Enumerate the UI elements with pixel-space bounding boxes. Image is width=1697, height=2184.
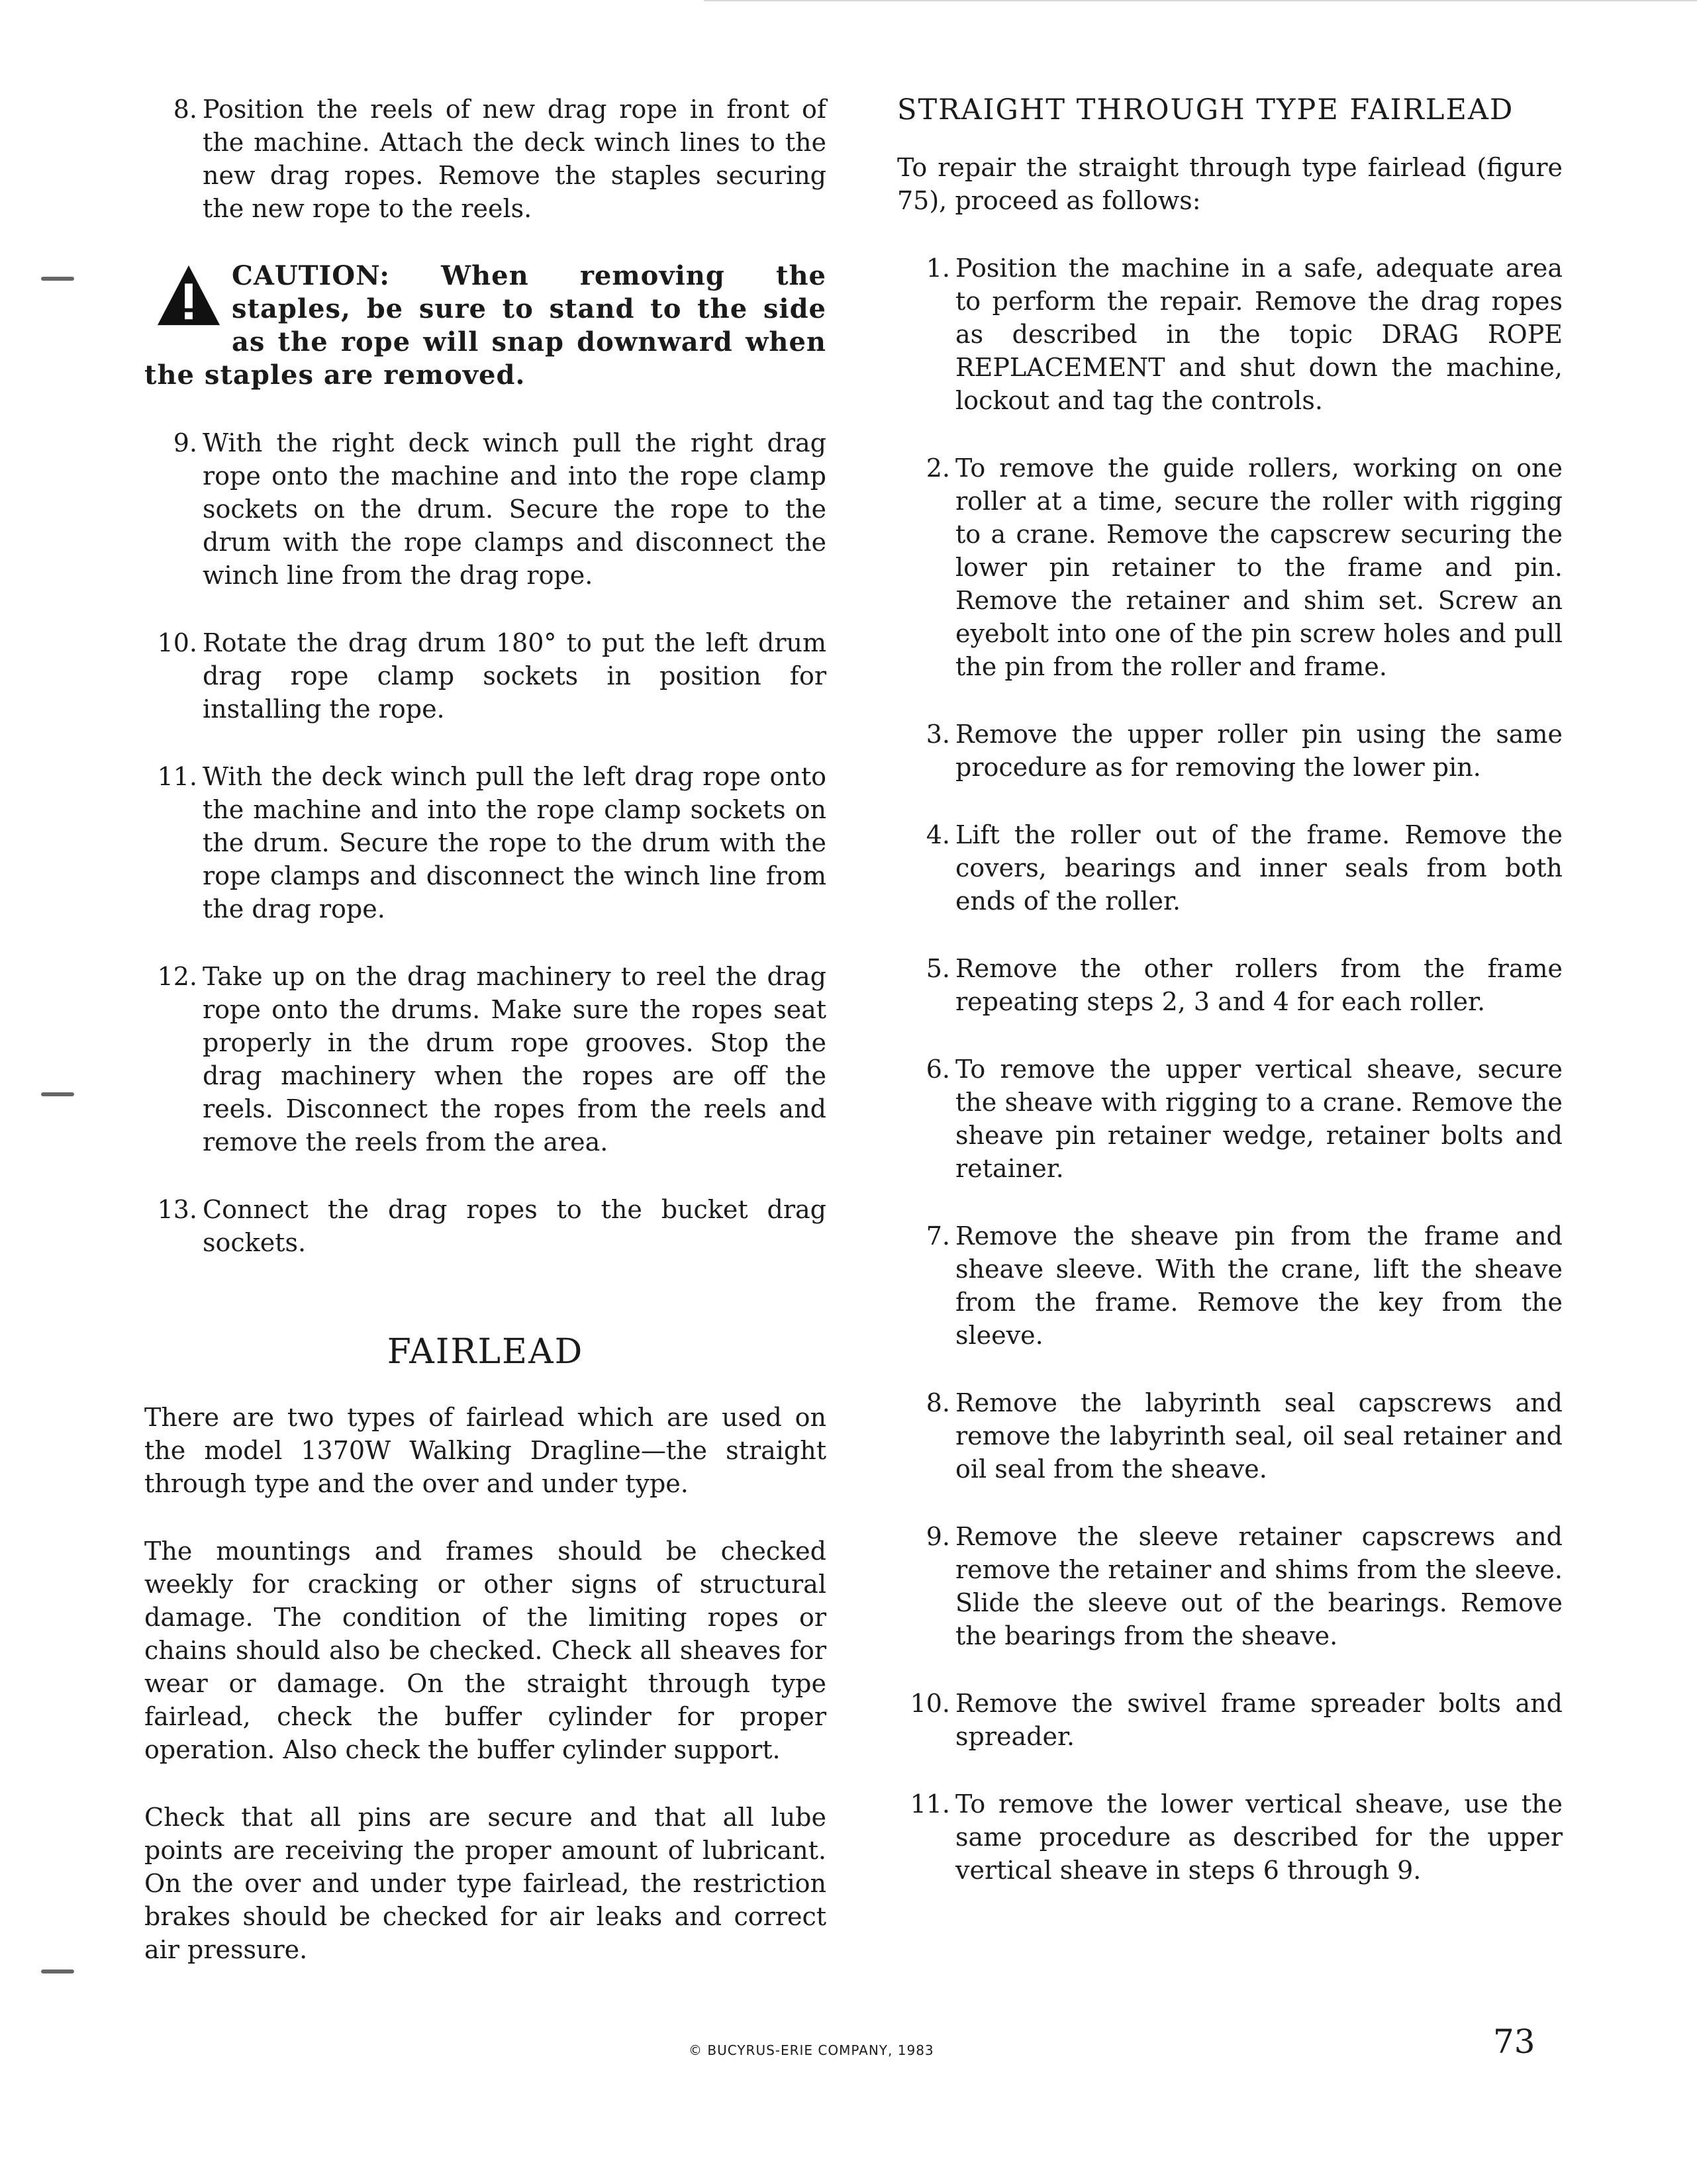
- step-text: Rotate the drag drum 180° to put the left drum drag rope clamp sockets in position for installing the rope.: [203, 628, 826, 724]
- step-number: 4.: [926, 820, 950, 849]
- right-column: [897, 93, 1563, 1921]
- copyright-footer: © BUCYRUS-ERIE COMPANY, 1983: [689, 2042, 934, 2058]
- step-list: [144, 426, 826, 1259]
- step-item: [897, 1053, 1563, 1185]
- step-item: [897, 1787, 1563, 1887]
- caution-text: CAUTION: When removing the staples, be sure to stand to the side as the rope will snap downward when the staples are removed.: [144, 260, 826, 391]
- step-item: [144, 960, 826, 1159]
- step-number: 9.: [173, 428, 197, 457]
- body-paragraph: Check that all pins are secure and that all lube points are receiving the proper amount of lubricant. On the over and under type fairlead, the restriction brakes should be checked for air leaks and correct air pressure.: [144, 1803, 826, 1964]
- step-item: [897, 718, 1563, 784]
- step-item: [144, 1193, 826, 1259]
- step-text: Position the machine in a safe, adequate area to perform the repair. Remove the drag ropes as described in the topic DRAG ROPE REPLACEMENT and shut down the machine, lockout and tag the controls.: [955, 254, 1563, 415]
- step-text: With the deck winch pull the left drag rope onto the machine and into the rope clamp sockets on the drum. Secure the rope to the drum with the rope clamps and disconnect the winch line from the drag rope.: [203, 762, 826, 924]
- step-item: [897, 1687, 1563, 1753]
- step-number: 7.: [926, 1221, 950, 1251]
- step-text: Remove the swivel frame spreader bolts and spreader.: [955, 1689, 1563, 1751]
- body-paragraph: The mountings and frames should be checked weekly for cracking or other signs of structural damage. The condition of the limiting ropes or chains should also be checked. Check all sheaves for wear or damage. On the straight through type fairlead, check the buffer cylinder for proper operation. Also check the buffer cylinder support.: [144, 1537, 826, 1764]
- step-number: 6.: [926, 1055, 950, 1084]
- left-column: [144, 93, 826, 2001]
- step-item: [144, 626, 826, 726]
- step-text: To remove the lower vertical sheave, use the same procedure as described for the upper vertical sheave in steps 6 through 9.: [955, 1789, 1563, 1885]
- step-list: [897, 252, 1563, 1887]
- step-number: 11.: [157, 762, 197, 791]
- step-item: [897, 1219, 1563, 1352]
- section-title: FAIRLEAD: [387, 1332, 584, 1372]
- step-number: 10.: [910, 1689, 950, 1718]
- page-number: 73: [1493, 2022, 1535, 2061]
- scan-margin-mark: [41, 1092, 74, 1096]
- step-item: [144, 93, 826, 225]
- step-text: Remove the other rollers from the frame repeating steps 2, 3 and 4 for each roller.: [955, 954, 1563, 1016]
- step-text: Take up on the drag machinery to reel the drag rope onto the drums. Make sure the ropes seat properly in the drum rope grooves. Stop the drag machinery when the ropes are off the reels. Disconnect the ropes from the reels and remove the reels from the area.: [203, 962, 826, 1157]
- intro-paragraph: To repair the straight through type fairlead (figure 75), proceed as follows:: [897, 153, 1563, 215]
- warning-triangle-icon: [156, 263, 221, 327]
- step-item: [144, 760, 826, 926]
- step-item: [897, 818, 1563, 918]
- step-list: [144, 93, 826, 225]
- caution-note: [144, 260, 826, 392]
- step-text: To remove the guide rollers, working on one roller at a time, secure the roller with rigging to a crane. Remove the capscrew securing the lower pin retainer to the frame and pin. Remove the retainer and shim set. Screw an eyebolt into one of the pin screw holes and pull the pin from the roller and frame.: [955, 453, 1563, 681]
- section-heading: STRAIGHT THROUGH TYPE FAIRLEAD: [897, 93, 1514, 126]
- step-item: [897, 1386, 1563, 1486]
- step-text: Remove the upper roller pin using the same procedure as for removing the lower pin.: [955, 720, 1563, 782]
- step-item: [897, 252, 1563, 417]
- step-number: 11.: [910, 1789, 950, 1819]
- step-text: Connect the drag ropes to the bucket drag sockets.: [203, 1195, 826, 1257]
- step-number: 10.: [157, 628, 197, 657]
- scan-edge-line: [704, 0, 1697, 1]
- step-number: 3.: [926, 720, 950, 749]
- step-item: [897, 952, 1563, 1018]
- step-number: 12.: [157, 962, 197, 991]
- paragraph-list: [144, 1401, 826, 1966]
- body-paragraph: There are two types of fairlead which are used on the model 1370W Walking Dragline—the straight through type and the over and under type.: [144, 1403, 826, 1498]
- step-text: To remove the upper vertical sheave, secure the sheave with rigging to a crane. Remove the sheave pin retainer wedge, retainer bolts and retainer.: [955, 1055, 1563, 1183]
- step-number: 13.: [157, 1195, 197, 1224]
- step-number: 5.: [926, 954, 950, 983]
- step-number: 1.: [926, 254, 950, 283]
- step-item: [897, 1520, 1563, 1652]
- step-number: 9.: [926, 1522, 950, 1551]
- step-text: With the right deck winch pull the right drag rope onto the machine and into the rope clamp sockets on the drum. Secure the rope to the drum with the rope clamps and disconnect the winch line from the drag rope.: [203, 428, 826, 590]
- step-text: Lift the roller out of the frame. Remove the covers, bearings and inner seals from both ends of the roller.: [955, 820, 1563, 916]
- step-number: 2.: [926, 453, 950, 483]
- step-text: Position the reels of new drag rope in front of the machine. Attach the deck winch lines to the new drag ropes. Remove the staples securing the new rope to the reels.: [203, 95, 826, 223]
- step-item: [897, 451, 1563, 683]
- scan-margin-mark: [41, 1970, 74, 1973]
- step-number: 8.: [173, 95, 197, 124]
- step-text: Remove the sleeve retainer capscrews and remove the retainer and shims from the sleeve. Slide the sleeve out of the bearings. Remove the bearings from the sheave.: [955, 1522, 1563, 1650]
- step-text: Remove the labyrinth seal capscrews and remove the labyrinth seal, oil seal retainer and oil seal from the sheave.: [955, 1388, 1563, 1484]
- step-number: 8.: [926, 1388, 950, 1417]
- step-item: [144, 426, 826, 592]
- scan-margin-mark: [41, 277, 74, 281]
- step-text: Remove the sheave pin from the frame and sheave sleeve. With the crane, lift the sheave from the frame. Remove the key from the sleeve.: [955, 1221, 1563, 1350]
